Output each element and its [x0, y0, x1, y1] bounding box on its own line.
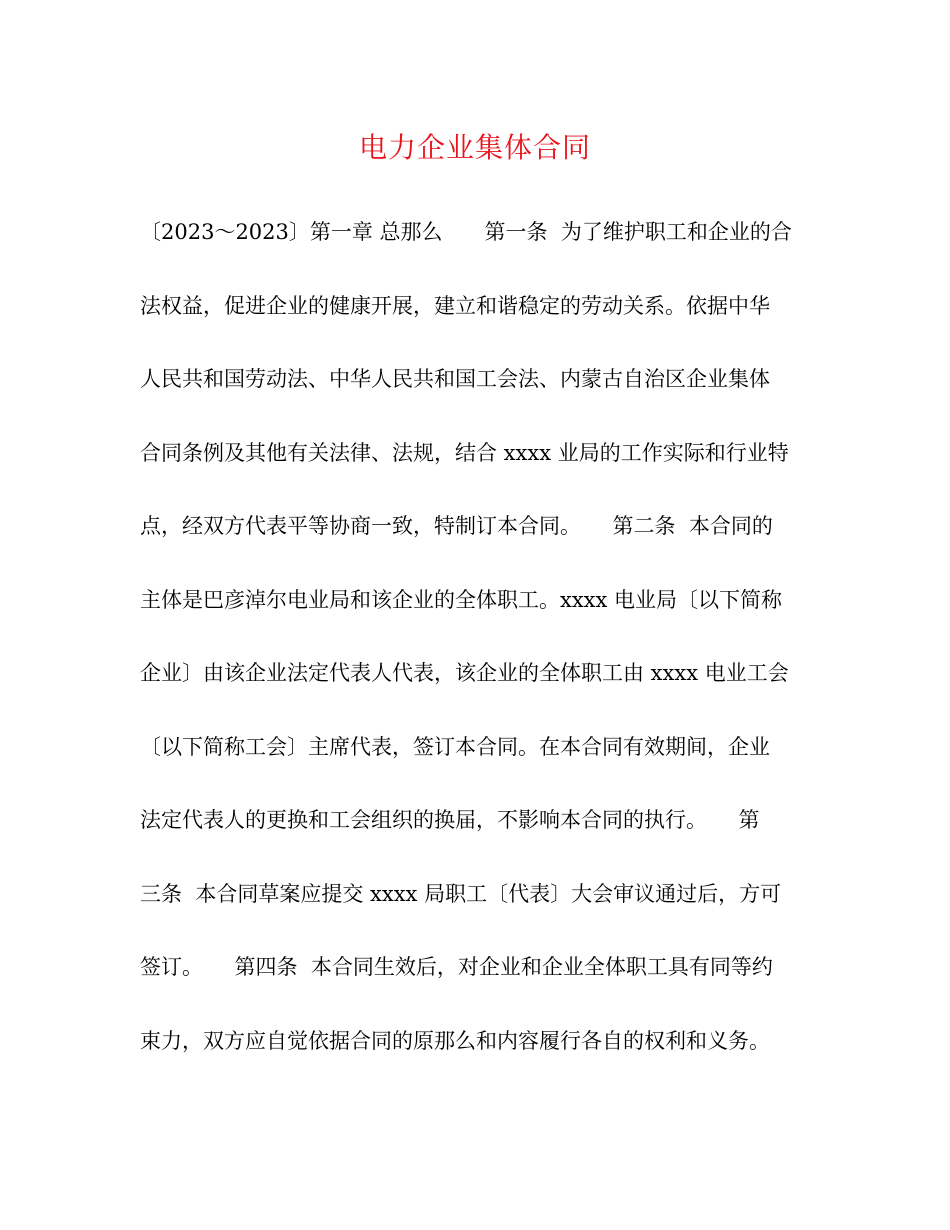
body-line: 主体是巴彦淖尔电业局和该企业的全体职工。xxxx 电业局〔以下简称 [140, 587, 783, 612]
body-line: 〔2023～2023〕第一章 总那么 第一条 为了维护职工和企业的合 [140, 220, 792, 244]
body-line: 束力，双方应自觉依据合同的原那么和内容履行各自的权利和义务。 [140, 1028, 770, 1053]
body-line: 企业〕由该企业法定代表人代表，该企业的全体职工由 xxxx 电业工会 [140, 661, 789, 685]
body-line: 合同条例及其他有关法律、法规，结合 xxxx 业局的工作实际和行业特 [140, 440, 789, 465]
document-body [140, 212, 820, 1094]
body-line: 三条 本合同草案应提交 xxxx 局职工〔代表〕大会审议通过后，方可 [140, 881, 782, 906]
body-line: 人民共和国劳动法、中华人民共和国工会法、内蒙古自治区企业集体 [140, 367, 770, 391]
body-line: 点，经双方代表平等协商一致，特制订本合同。 第二条 本合同的 [140, 514, 773, 538]
body-line: 法权益，促进企业的健康开展，建立和谐稳定的劳动关系。依据中华 [140, 293, 770, 318]
document-title: 电力企业集体合同 [358, 131, 591, 164]
body-line: 〔以下简称工会〕主席代表，签订本合同。在本合同有效期间，企业 [140, 734, 770, 759]
body-line: 法定代表人的更换和工会组织的换届，不影响本合同的执行。 第 [140, 808, 760, 832]
body-line: 签订。 第四条 本合同生效后，对企业和企业全体职工具有同等约 [140, 955, 773, 979]
